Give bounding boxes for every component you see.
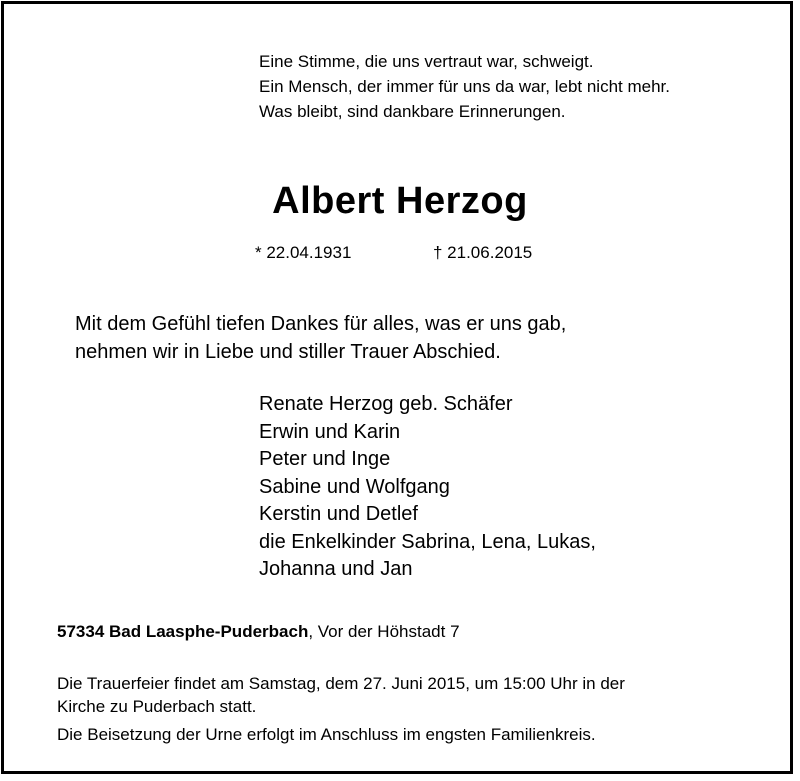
mourners-list [259, 391, 596, 584]
farewell-line: Mit dem Gefühl tiefen Dankes für alles, was er uns gab, [75, 313, 567, 335]
mourner-entry: Peter und Inge [259, 448, 391, 470]
family-address [57, 622, 460, 642]
burial-line: Die Beisetzung der Urne erfolgt im Anschluss im engsten Familienkreis. [57, 725, 596, 744]
mourner-entry: Johanna und Jan [259, 558, 413, 580]
mourner-entry: Renate Herzog geb. Schäfer [259, 393, 513, 415]
funeral-notice [57, 672, 625, 746]
deceased-name: Albert Herzog [272, 180, 528, 222]
mourner-entry: Sabine und Wolfgang [259, 475, 450, 498]
ceremony-line: Die Trauerfeier findet am Samstag, dem 27. Juni 2015, um 15:00 Uhr in der [57, 674, 625, 693]
quote-line: Was bleibt, sind dankbare Erinnerungen. [259, 102, 566, 121]
mourner-entry: Erwin und Karin [259, 420, 401, 443]
death-date: † 21.06.2015 [433, 243, 533, 262]
memorial-quote [259, 49, 670, 124]
address-street: , Vor der Höhstadt 7 [308, 622, 460, 641]
ceremony-line: Kirche zu Puderbach statt. [57, 697, 257, 716]
mourner-entry: Kerstin und Detlef [259, 503, 418, 525]
quote-line: Ein Mensch, der immer für uns da war, lebt nicht mehr. [259, 77, 671, 96]
address-city: 57334 Bad Laasphe-Puderbach [57, 622, 309, 641]
birth-date: * 22.04.1931 [255, 243, 352, 262]
farewell-text [75, 310, 566, 366]
quote-line: Eine Stimme, die uns vertraut war, schweigt. [259, 52, 594, 71]
mourner-entry: die Enkelkinder Sabrina, Lena, Lukas, [259, 530, 596, 553]
farewell-line: nehmen wir in Liebe und stiller Trauer Abschied. [75, 341, 501, 363]
